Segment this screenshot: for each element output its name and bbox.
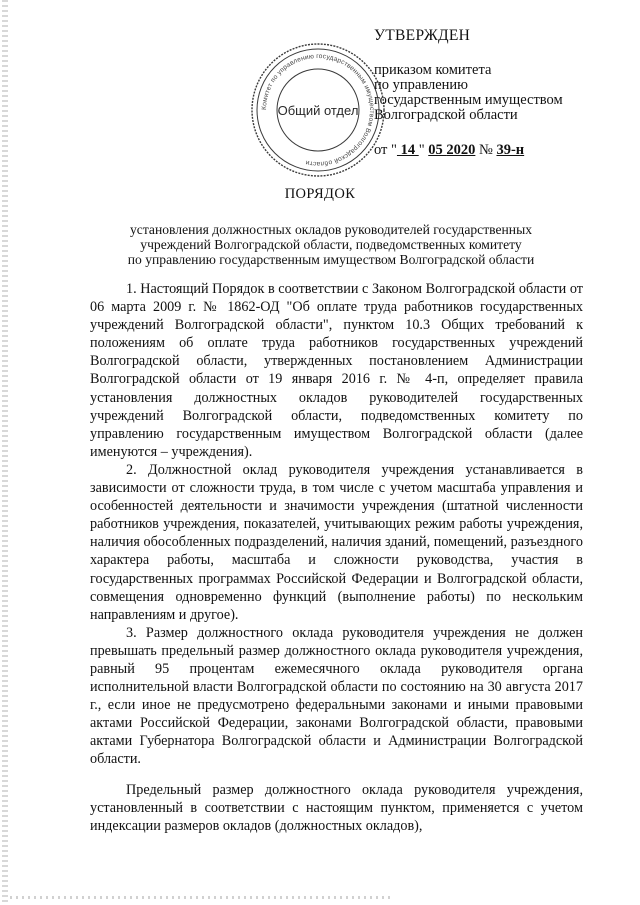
approval-line-3: государственным имуществом [374,92,563,108]
scan-margin-artifact [2,0,8,905]
date-month: 05 [428,142,447,158]
approval-block [374,28,624,158]
document-title: ПОРЯДОК [284,186,356,202]
date-prefix: от " [374,142,397,158]
approval-date [374,143,624,158]
date-quote: " [418,142,425,158]
general-department-stamp [248,40,388,180]
subtitle-line-2: учреждений Волгоградской области, подведомственных комитету [140,237,522,252]
subtitle-line-3: по управлению государственным имуществом Волгоградской области [127,252,535,267]
stamp-ring-text: Комитет по управлению государственным имуществом Волгоградской области [260,52,376,168]
subtitle-line-1: установления должностных окладов руководителей государственных [130,222,532,237]
document-body [90,280,583,835]
approval-title: УТВЕРЖДЕН [374,27,471,44]
date-year: 2020 [446,142,476,158]
paragraph-2: 2. Должностной оклад руководителя учреждения устанавливается в зависимости от сложности труда, в том числе с учетом масштаба управления и особенностей деятельности и значимости учреждения (штатной численности работников учреждения, показателей, учитывающих режим работы учреждения, наличия обособленных подразделений, наличия зданий, помещений, разъездного характера работы, масштаба и сложности руководства, участия в государственных программах Российской Федерации и Волгоградской области, совмещения одновременно функций (выполнение работы) по нескольким направлениям и другое). [90,461,583,623]
paragraph-1: 1. Настоящий Порядок в соответствии с Законом Волгоградской области от 06 марта 2009 г. № 1862-ОД "Об оплате труда работников государственных учреждений Волгоградской области", пунктом 10.3 Общих требований к положениям об оплате труда работников государственных учреждений Волгоградской области, утвержденных постановлением Администрации Волгоградской области от 19 января 2016 г. № 4-п, определяет правила установления должностных окладов руководителей государственных учреждений Волгоградской области, подведомственных комитету по управлению государственным имуществом Волгоградской области (далее именуются – учреждения). [90,281,583,460]
scan-bottom-artifact [10,896,390,899]
order-number: 39-н [496,142,525,158]
stamp-center-text: Общий отдел [277,103,359,118]
approval-line-2: по управлению [374,77,469,93]
paragraph-3: 3. Размер должностного оклада руководителя учреждения не должен превышать предельный размер должностного оклада руководителя учреждения, равный 95 процентам ежемесячного оклада руководителя органа исполнительной власти Волгоградской области по состоянию на 30 августа 2017 г., если иное не предусмотрено федеральными законами и иными правовыми актами Российской Федерации, законами Волгоградской области, правовыми актами Губернатора Волгоградской области и Администрации Волгоградской области. [90,624,583,768]
document-subtitle [96,222,566,267]
date-day: 14 [396,142,419,158]
stamp-graphic [248,40,388,180]
approval-line-1: приказом комитета [374,62,492,78]
paragraph-4: Предельный размер должностного оклада руководителя учреждения, установленный в соответствии с настоящим пунктом, применяется с учетом индексации размеров окладов (должностных окладов), [90,781,583,834]
approval-line-4: Волгоградской области [374,107,518,123]
number-label: № [479,142,497,158]
